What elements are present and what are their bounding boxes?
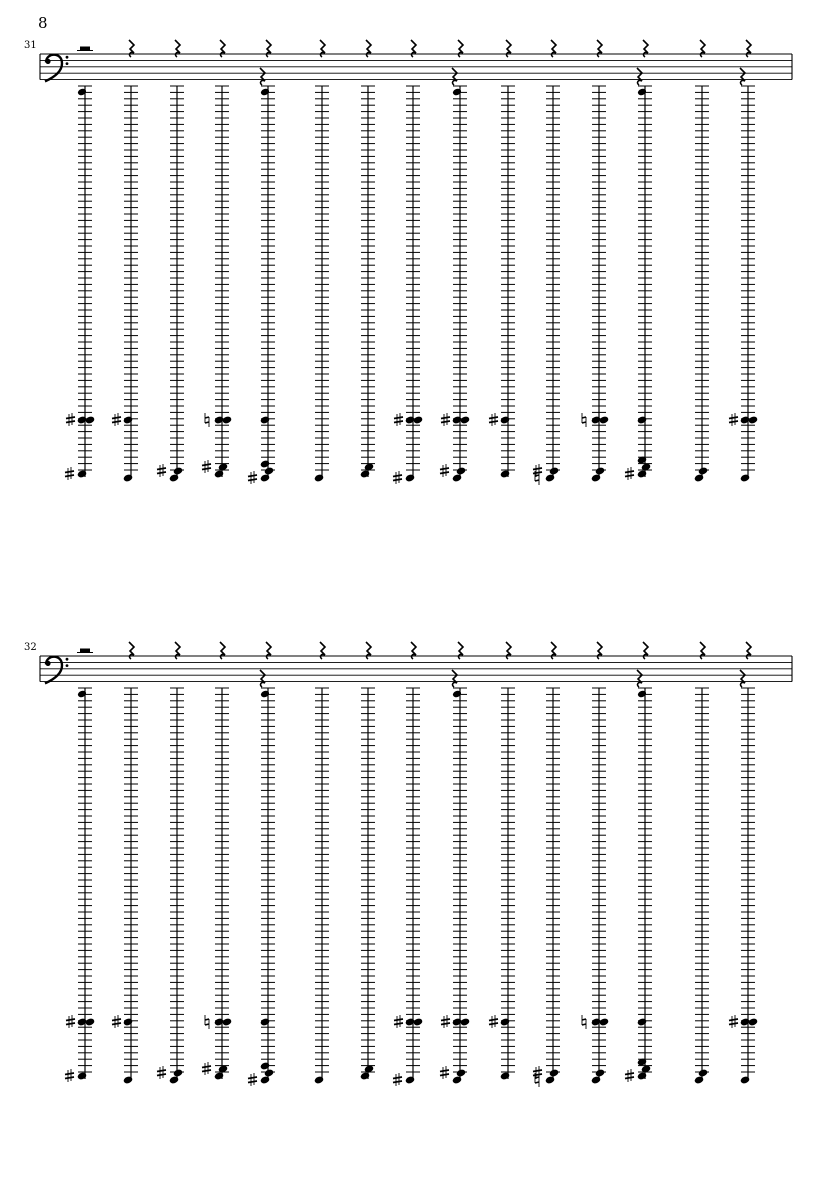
bass-clef-icon xyxy=(45,55,62,82)
sharp-icon xyxy=(441,413,450,426)
sharp-icon xyxy=(112,1015,121,1028)
quarter-rest-icon xyxy=(260,670,265,687)
beat-3 xyxy=(157,642,184,1085)
notehead xyxy=(85,415,95,424)
half-rest xyxy=(80,47,90,51)
beat-5 xyxy=(248,40,275,484)
quarter-rest-icon xyxy=(637,670,642,687)
notehead xyxy=(452,1017,462,1026)
beat-15 xyxy=(729,642,758,1085)
beat-4 xyxy=(202,642,232,1081)
sharp-icon xyxy=(625,467,634,480)
notehead xyxy=(740,415,750,424)
sharp-icon xyxy=(440,1066,449,1079)
notehead xyxy=(173,1068,183,1077)
notehead xyxy=(637,469,647,478)
notehead xyxy=(740,473,750,482)
ledger-lines xyxy=(215,688,229,1072)
notehead xyxy=(214,469,224,478)
beat-12 xyxy=(582,642,609,1085)
quarter-rest-icon xyxy=(452,68,457,85)
notehead xyxy=(214,1071,224,1080)
notehead xyxy=(360,1071,370,1080)
natural-icon xyxy=(582,1015,586,1029)
notehead xyxy=(405,473,415,482)
notehead xyxy=(405,415,415,424)
ledger-lines xyxy=(78,688,92,1072)
notehead xyxy=(260,1017,270,1026)
sharp-icon xyxy=(394,413,403,426)
sharp-icon xyxy=(729,1015,738,1028)
beat-8 xyxy=(393,642,423,1086)
sharp-icon xyxy=(489,1015,498,1028)
ledger-lines xyxy=(695,86,709,470)
ledger-lines xyxy=(592,86,606,470)
ledger-lines xyxy=(638,688,652,1072)
ledger-lines xyxy=(124,688,138,1072)
beat-9 xyxy=(440,40,470,483)
notehead xyxy=(460,1017,470,1026)
beat-14 xyxy=(694,642,709,1085)
beat-9 xyxy=(440,642,470,1085)
notehead xyxy=(264,1068,274,1077)
notehead xyxy=(456,1068,466,1077)
staff-system-31 xyxy=(40,40,792,485)
notehead xyxy=(123,1075,133,1084)
sharp-icon xyxy=(202,460,211,473)
bass-clef-dot xyxy=(66,56,69,59)
beat-8 xyxy=(393,40,423,484)
sharp-icon xyxy=(394,1015,403,1028)
bass-clef-icon xyxy=(45,657,62,684)
beat-2 xyxy=(112,642,138,1085)
bass-clef-dot xyxy=(66,664,69,667)
sharp-icon xyxy=(393,471,402,484)
ledger-lines xyxy=(638,86,652,470)
sharp-icon xyxy=(157,464,166,477)
notehead xyxy=(740,1017,750,1026)
ledger-lines xyxy=(406,688,420,1072)
sharp-icon xyxy=(440,464,449,477)
beat-6 xyxy=(314,40,329,483)
ledger-lines xyxy=(592,688,606,1072)
notehead xyxy=(599,415,609,424)
natural-icon xyxy=(205,413,209,427)
notehead xyxy=(500,1071,510,1080)
sharp-icon xyxy=(625,1069,634,1082)
notehead xyxy=(591,415,601,424)
beat-7 xyxy=(360,642,375,1081)
beat-4 xyxy=(202,40,232,479)
notehead xyxy=(413,1017,423,1026)
beat-10 xyxy=(489,40,515,479)
page-number: 8 xyxy=(38,14,48,32)
notehead xyxy=(591,1075,601,1084)
beat-14 xyxy=(694,40,709,483)
ledger-lines xyxy=(170,86,184,470)
quarter-rest-icon xyxy=(452,670,457,687)
beat-6 xyxy=(314,642,329,1085)
notehead xyxy=(260,459,270,468)
notehead xyxy=(748,415,758,424)
sharp-icon xyxy=(248,1073,257,1086)
beat-11 xyxy=(533,40,560,485)
notehead xyxy=(456,466,466,475)
quarter-rest-icon xyxy=(260,68,265,85)
ledger-lines xyxy=(261,86,275,470)
beat-3 xyxy=(157,40,184,483)
notehead xyxy=(698,1068,708,1077)
notehead xyxy=(545,473,555,482)
measure-number-32: 32 xyxy=(24,642,37,653)
notehead xyxy=(405,1017,415,1026)
ledger-lines xyxy=(546,688,560,1072)
sharp-icon xyxy=(489,413,498,426)
notehead xyxy=(264,466,274,475)
ledger-lines xyxy=(453,86,467,470)
notehead xyxy=(595,1068,605,1077)
ledger-lines xyxy=(501,86,515,470)
notehead xyxy=(314,1075,324,1084)
notehead xyxy=(85,1017,95,1026)
notehead xyxy=(549,1068,559,1077)
sharp-icon xyxy=(112,413,121,426)
quarter-rest-icon xyxy=(740,68,745,85)
staff-system-32 xyxy=(40,642,792,1087)
notehead xyxy=(637,1071,647,1080)
bass-clef-dot xyxy=(66,658,69,661)
notehead xyxy=(405,1075,415,1084)
notehead xyxy=(452,415,462,424)
ledger-lines xyxy=(741,688,755,1072)
natural-icon xyxy=(582,413,586,427)
half-rest xyxy=(80,649,90,653)
notehead xyxy=(222,1017,232,1026)
notehead xyxy=(413,415,423,424)
notehead xyxy=(698,466,708,475)
notehead xyxy=(637,1017,647,1026)
notehead xyxy=(591,1017,601,1026)
bass-clef-dot xyxy=(66,62,69,65)
ledger-lines xyxy=(453,688,467,1072)
bass-clef-dot xyxy=(45,59,50,64)
quarter-rest-icon xyxy=(740,670,745,687)
sharp-icon xyxy=(66,1015,75,1028)
notehead xyxy=(500,1017,510,1026)
quarter-rest-icon xyxy=(637,68,642,85)
notehead xyxy=(260,1061,270,1070)
notehead xyxy=(500,415,510,424)
notehead xyxy=(214,415,224,424)
notehead xyxy=(173,466,183,475)
notehead xyxy=(694,473,704,482)
notehead xyxy=(260,415,270,424)
notehead xyxy=(452,1075,462,1084)
notehead xyxy=(452,473,462,482)
ledger-lines xyxy=(741,86,755,470)
beat-2 xyxy=(112,40,138,483)
notehead xyxy=(595,466,605,475)
notehead xyxy=(260,1075,270,1084)
notehead xyxy=(314,473,324,482)
notehead xyxy=(123,1017,133,1026)
ledger-lines xyxy=(78,86,92,470)
beat-13 xyxy=(625,40,652,480)
beat-1 xyxy=(65,688,95,1082)
sharp-icon xyxy=(248,471,257,484)
notehead xyxy=(637,415,647,424)
sharp-icon xyxy=(66,413,75,426)
ledger-lines xyxy=(361,86,375,470)
notehead xyxy=(222,415,232,424)
ledger-lines xyxy=(546,86,560,470)
beat-10 xyxy=(489,642,515,1081)
natural-icon xyxy=(205,1015,209,1029)
sharp-icon xyxy=(441,1015,450,1028)
notehead xyxy=(360,469,370,478)
notehead xyxy=(169,1075,179,1084)
beat-13 xyxy=(625,642,652,1082)
bass-clef-dot xyxy=(45,661,50,666)
ledger-lines xyxy=(261,688,275,1072)
sharp-icon xyxy=(65,1069,74,1082)
notehead xyxy=(500,469,510,478)
ledger-lines xyxy=(695,688,709,1072)
notehead xyxy=(549,466,559,475)
sharp-icon xyxy=(729,413,738,426)
ledger-lines xyxy=(170,688,184,1072)
notehead xyxy=(591,473,601,482)
ledger-lines xyxy=(501,688,515,1072)
ledger-lines xyxy=(215,86,229,470)
notehead xyxy=(260,473,270,482)
notehead xyxy=(77,1017,87,1026)
beat-11 xyxy=(533,642,560,1087)
beat-5 xyxy=(248,642,275,1086)
beat-1 xyxy=(65,86,95,480)
notehead xyxy=(123,473,133,482)
sharp-icon xyxy=(202,1062,211,1075)
beat-12 xyxy=(582,40,609,483)
notehead xyxy=(694,1075,704,1084)
notehead xyxy=(740,1075,750,1084)
ledger-lines xyxy=(124,86,138,470)
notehead xyxy=(460,415,470,424)
sharp-icon xyxy=(65,467,74,480)
notehead xyxy=(748,1017,758,1026)
notehead xyxy=(545,1075,555,1084)
notehead xyxy=(123,415,133,424)
notehead xyxy=(77,415,87,424)
ledger-lines xyxy=(315,688,329,1072)
ledger-lines xyxy=(361,688,375,1072)
ledger-lines xyxy=(406,86,420,470)
notehead xyxy=(77,469,87,478)
notehead xyxy=(214,1017,224,1026)
sharp-icon xyxy=(393,1073,402,1086)
sharp-icon xyxy=(157,1066,166,1079)
beat-7 xyxy=(360,40,375,479)
beat-15 xyxy=(729,40,758,483)
notehead xyxy=(77,1071,87,1080)
notehead xyxy=(599,1017,609,1026)
notehead xyxy=(169,473,179,482)
measure-number-31: 31 xyxy=(24,40,37,51)
ledger-lines xyxy=(315,86,329,470)
